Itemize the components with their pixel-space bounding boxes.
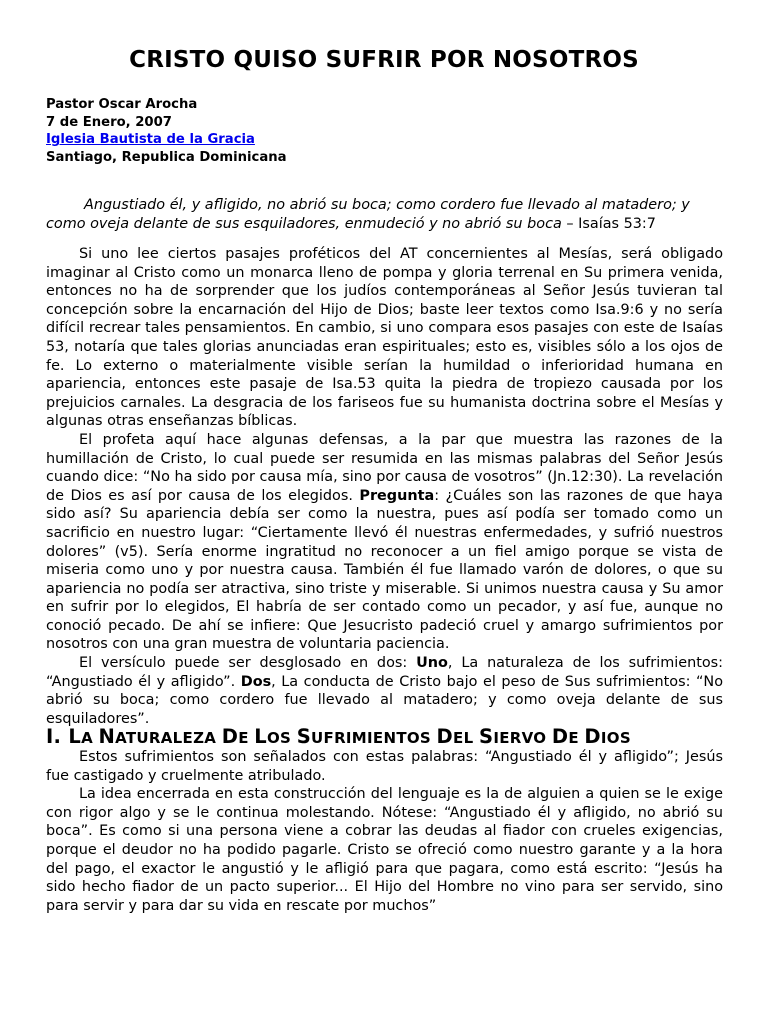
church-link[interactable]: Iglesia Bautista de la Gracia <box>46 132 255 148</box>
epigraph-reference: – Isaías 53:7 <box>561 216 656 233</box>
paragraph-1: Si uno lee ciertos pasajes proféticos del AT concernientes al Mesías, será obligado imaginar al Cristo como un monarca lleno de pompa y gloria terrenal en Su primera venida, entonces no ha de sorprender que los judíos contemporáneas al Señor Jesús tuvieran tal concepción sobre la encarnación del Hijo de Dios; baste leer textos como Isa.9:6 y no sería difícil recrear tales pensamientos. En cambio, si uno compara esos pasajes con este de Isaías 53, notaría que tales glorias anunciadas eran espirituales; esto es, visibles sólo a los ojos de fe. Lo externo o materialmente visible serían la humildad o inferioridad humana en apariencia, entonces este pasaje de Isa.53 quita la piedra de tropiezo causada por los prejuicios carnales. La desgracia de los fariseos fue su humanista doctrina sobre el Mesías y algunas otras enseñanzas bíblicas. <box>46 246 723 430</box>
document-title: CRISTO QUISO SUFRIR POR NOSOTROS <box>129 47 639 73</box>
paragraph-4: Estos sufrimientos son señalados con estas palabras: “Angustiado él y afligido”; Jesús fue castigado y cruelmente atribulado. <box>46 749 723 784</box>
point-one-label: Uno <box>416 655 448 672</box>
church-line <box>46 131 726 149</box>
location-line: Santiago, Republica Dominicana <box>46 149 287 165</box>
paragraph-5: La idea encerrada en esta construcción del lenguaje es la de alguien a quien se le exige con rigor algo y se le continua molestando. Nótese: “Angustiado él y afligido, no abrió su boca”. Es como si una persona viene a cobrar las deudas al fiador con crueles exigencias, porque el deudor no ha podido pagarle. Cristo se ofreció como nuestro garante y a la hora del pago, el exactor le angustió y le afligió para que pagara, como está escrito: “Jesús ha sido hecho fiador de un pacto superior... El Hijo del Hombre no vino para ser servido, sino para servir y para dar su vida en rescate por muchos” <box>46 786 723 914</box>
epigraph <box>46 196 723 234</box>
section-heading: I. LA NATURALEZA DE LOS SUFRIMIENTOS DEL SIERVO DE DIOS <box>46 725 631 749</box>
date-line: 7 de Enero, 2007 <box>46 114 172 130</box>
document-body <box>46 245 723 915</box>
paragraph-3: El versículo puede ser desglosado en dos: Uno, La naturaleza de los sufrimientos: “Angustiado él y afligido”. Dos, La conducta de Cristo bajo el peso de Sus sufrimientos: “No abrió su boca; como cordero fue llevado al matadero; y como oveja delante de sus esquiladores”. <box>46 655 724 727</box>
epigraph-quote: Angustiado él, y afligido, no abrió su boca; como cordero fue llevado al matadero; y como oveja delante de sus esquiladores, enmudeció y no abrió su boca <box>46 197 690 233</box>
paragraph-2: El profeta aquí hace algunas defensas, a la par que muestra las razones de la humillación de Cristo, lo cual puede ser resumida en las mismas palabras del Señor Jesús cuando dice: “No ha sido por causa mía, sino por causa de vosotros” (Jn.12:30). La revelación de Dios es así por causa de los elegidos. Pregunta: ¿Cuáles son las razones de que haya sido así? Su apariencia debía ser como la nuestra, pues así podía ser tomado como un sacrificio en nuestro lugar: “Ciertamente llevó él nuestras enfermedades, y sufrió nuestros dolores” (v5). Sería enorme ingratitud no reconocer a un fiel amigo porque se vista de miseria como uno y por nuestra causa. También él fue llamado varón de dolores, o que su apariencia no podía ser atractiva, sino triste y miserable. Si unimos nuestra causa y Su amor en sufrir por lo elegidos, El habría de ser contado como un pecador, y así fue, aunque no conoció pecado. De ahí se infiere: Que Jesucristo padeció cruel y amargo sufrimientos por nosotros con una gran muestra de voluntaria paciencia. <box>46 431 723 653</box>
document-meta <box>46 96 726 166</box>
point-two-label: Dos <box>240 673 272 690</box>
author-line: Pastor Oscar Arocha <box>46 97 198 112</box>
question-label: Pregunta <box>359 487 435 504</box>
